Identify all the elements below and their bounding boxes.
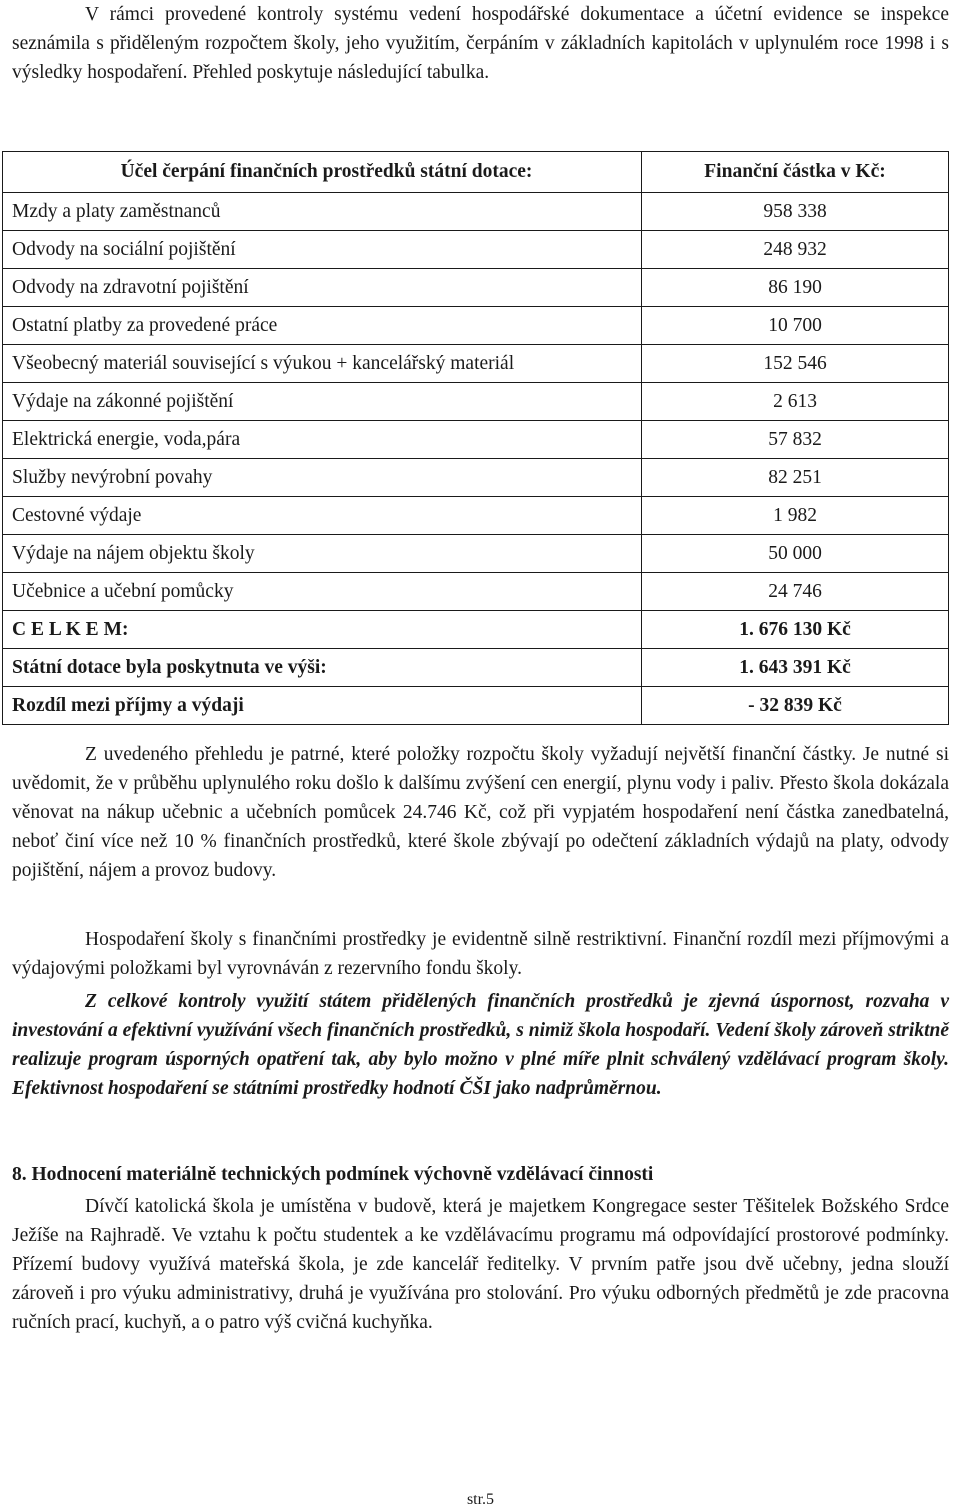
table-row: [3, 421, 949, 459]
row-label: Cestovné výdaje: [3, 497, 642, 535]
row-amount: 86 190: [768, 276, 822, 298]
row-amount: 248 932: [763, 238, 827, 260]
budget-table: [2, 151, 949, 725]
paragraph-building: Dívčí katolická škola je umístěna v budově, která je majetkem Kongregace sester Těšitelek Božského Srdce Ježíše na Rajhradě. Ve vztahu k počtu studentek a ke vzdělávacímu programu má odpovídající prostorové podmínky. Přízemí budovy využívá mateřská škola, je zde kancelář ředitelky. V prvním patře jsou dvě učebny, jedna slouží zároveň i pro výuku administrativy, druhá je využívána pro stolování. Pro výuku odborných předmětů je zde pracovna ručních prací, kuchyň, a o patro výš cvičná kuchyňka.: [12, 1196, 949, 1333]
total-label: C E L K E M:: [3, 611, 642, 649]
table-header-row: [3, 152, 949, 193]
row-label: Výdaje na nájem objektu školy: [3, 535, 642, 573]
difference-label: Rozdíl mezi příjmy a výdaji: [3, 687, 642, 725]
table-row: [3, 231, 949, 269]
header-amount: Finanční částka v Kč:: [642, 152, 949, 193]
row-amount: 2 613: [773, 390, 817, 412]
header-purpose: Účel čerpání finančních prostředků státní dotace:: [3, 152, 642, 193]
table-row: [3, 459, 949, 497]
intro-paragraph: V rámci provedené kontroly systému vedení hospodářské dokumentace a účetní evidence se inspekce seznámila s přiděleným rozpočtem školy, jeho využitím, čerpáním v základních kapitolách v uplynulém roce 1998 i s výsledky hospodaření. Přehled poskytuje následující tabulka.: [12, 4, 949, 83]
table-row: [3, 193, 949, 231]
table-row: [3, 269, 949, 307]
paragraph-restrictive: Hospodaření školy s finančními prostředky je evidentně silně restriktivní. Finanční rozdíl mezi příjmovými a výdajovými položkami byl vyrovnáván z rezervního fondu školy.: [12, 929, 949, 979]
row-label: Všeobecný materiál související s výukou + kancelářský materiál: [3, 345, 642, 383]
row-amount: 10 700: [768, 314, 822, 336]
subsidy-row: [3, 649, 949, 687]
row-amount: 1 982: [773, 504, 817, 526]
subsidy-label: Státní dotace byla poskytnuta ve výši:: [3, 649, 642, 687]
row-label: Výdaje na zákonné pojištění: [3, 383, 642, 421]
table-row: [3, 573, 949, 611]
row-label: Služby nevýrobní povahy: [3, 459, 642, 497]
page-number: str.5: [466, 1491, 495, 1508]
row-amount: 24 746: [768, 580, 822, 602]
difference-amount: - 32 839 Kč: [748, 694, 842, 716]
table-row: [3, 345, 949, 383]
row-label: Učebnice a učební pomůcky: [3, 573, 642, 611]
paragraph-conclusion: Z celkové kontroly využití státem přidělených finančních prostředků je zjevná úspornost, rozvaha v investování a efektivní využívání všech finančních prostředků, s nimiž škola hospodaří. Vedení školy zároveň striktně realizuje program úsporných opatření tak, aby bylo možno v plné míře plnit schválený vzdělávací program školy. Efektivnost hospodaření se státními prostředky hodnotí ČŠI jako nadprůměrnou.: [12, 991, 949, 1099]
row-amount: 50 000: [768, 542, 822, 564]
row-amount: 152 546: [763, 352, 827, 374]
row-label: Odvody na zdravotní pojištění: [3, 269, 642, 307]
total-row: [3, 611, 949, 649]
section-heading: 8. Hodnocení materiálně technických podmínek výchovně vzdělávací činnosti: [12, 1164, 654, 1185]
row-amount: 82 251: [768, 466, 822, 488]
subsidy-amount: 1. 643 391 Kč: [739, 656, 851, 678]
table-row: [3, 497, 949, 535]
row-label: Elektrická energie, voda,pára: [3, 421, 642, 459]
row-amount: 958 338: [763, 200, 827, 222]
paragraph-overview: Z uvedeného přehledu je patrné, které položky rozpočtu školy vyžadují největší finanční částky. Je nutné si uvědomit, že v průběhu uplynulého roku došlo k dalšímu zvýšení cen energií, plynu vody i paliv. Přesto škola dokázala věnovat na nákup učebnic a učebních pomůcek 24.746 Kč, což při vypjatém hospodaření není částka zanedbatelná, neboť činí více než 10 % finančních prostředků, které škole zbývají po odečtení základních výdajů na platy, odvody pojištění, nájem a provoz budovy.: [12, 744, 949, 881]
row-label: Mzdy a platy zaměstnanců: [3, 193, 642, 231]
row-amount: 57 832: [768, 428, 822, 450]
table-row: [3, 307, 949, 345]
row-label: Ostatní platby za provedené práce: [3, 307, 642, 345]
total-amount: 1. 676 130 Kč: [739, 618, 851, 640]
row-label: Odvody na sociální pojištění: [3, 231, 642, 269]
table-row: [3, 383, 949, 421]
difference-row: [3, 687, 949, 725]
table-row: [3, 535, 949, 573]
